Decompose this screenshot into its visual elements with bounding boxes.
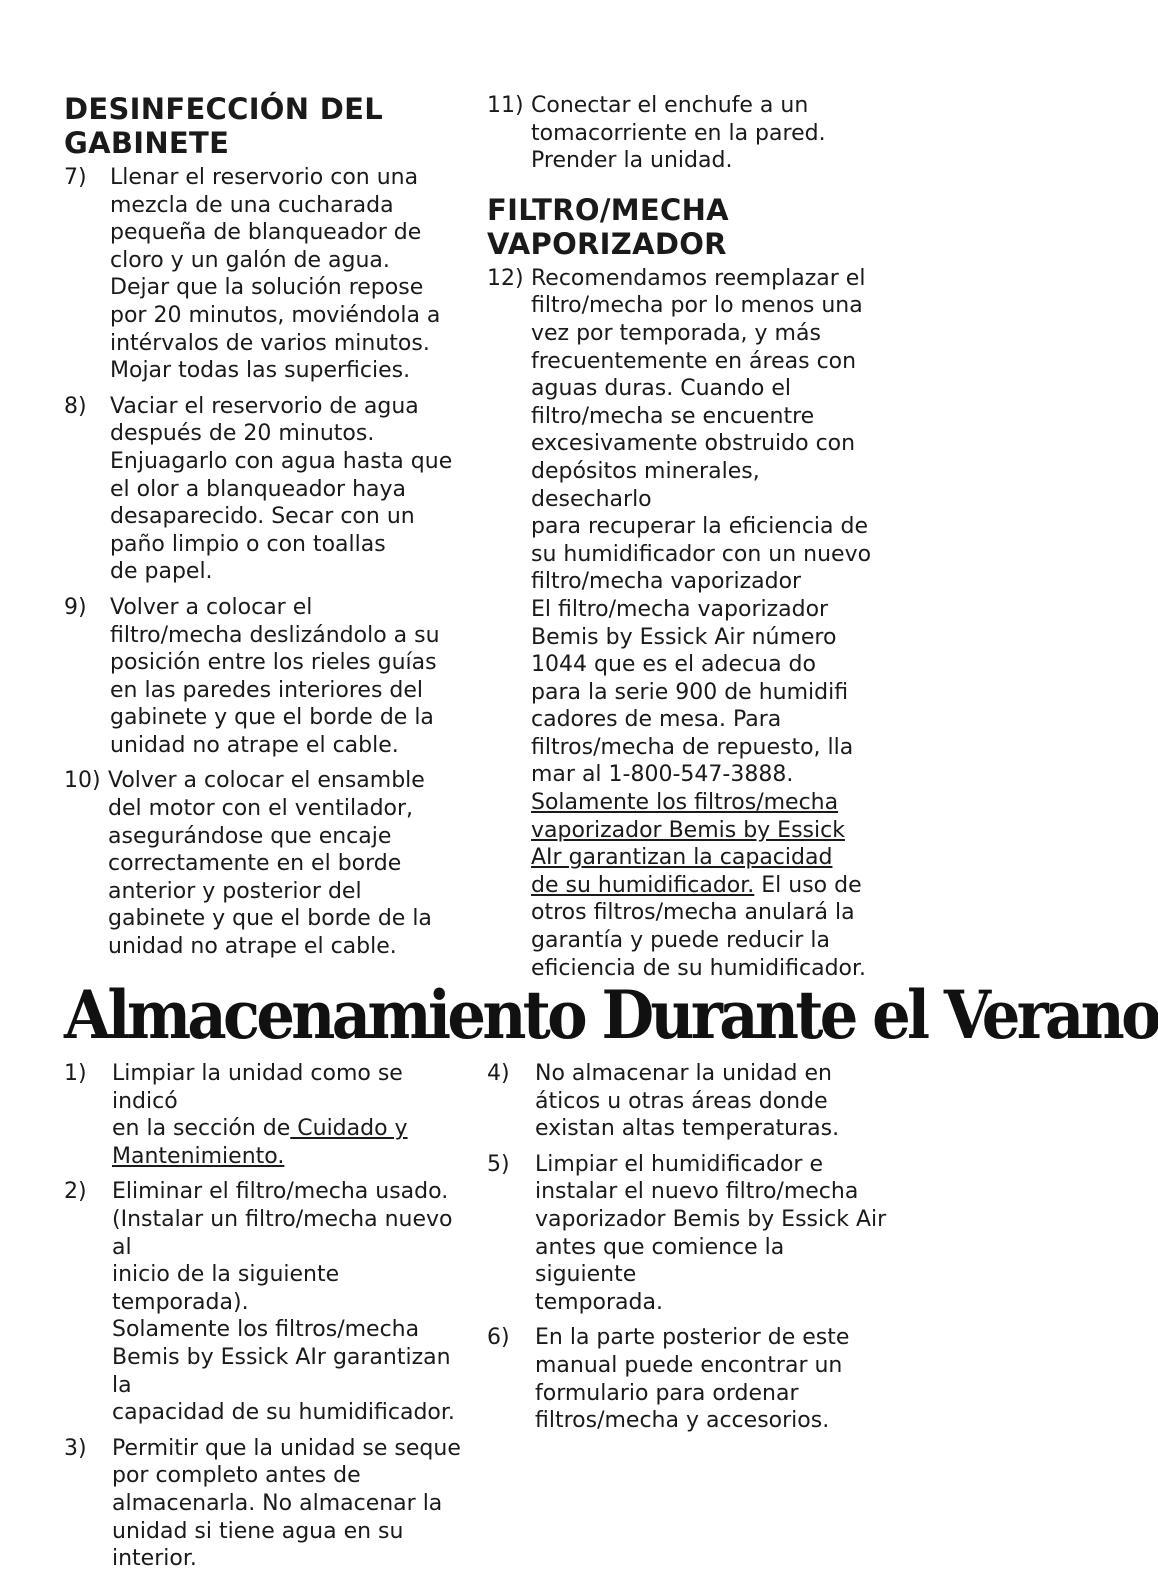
page-title: Almacenamiento Durante el Verano: [64, 976, 1158, 1054]
underlined-warranty-text: Solamente los filtros/mecha vaporizador Bemis by Essick AIr garantizan la capacidad de su humidificador.: [531, 790, 845, 898]
list-item: [64, 393, 459, 586]
item-text: Permitir que la unidad se seque por completo antes de almacenarla. No almacenar la unidad si tiene agua en su interior.: [112, 1435, 461, 1572]
list-item: [487, 265, 887, 982]
item-text-part: Recomendamos reemplazar el filtro/mecha por lo menos una vez por temporada, y más frecuentemente en áreas con aguas duras. Cuando el filtro/mecha se encuentre excesivamente obstruido con depósitos minerales, desecharlo para recuperar la eficiencia de su humidificador con un nuevo filtro/mecha vaporizador El filtro/mecha vaporizador Bemis by Essick Air número 1044 que es el adecua do para la serie 900 de humidifi cadores de mesa. Para filtros/mecha de repuesto, lla mar al 1-800-547-3888.: [531, 265, 872, 788]
item-text: Limpiar el humidificador e instalar el nuevo filtro/mecha vaporizador Bemis by Essick Air antes que comience la siguiente temporada.: [535, 1151, 887, 1315]
item-number: 2): [64, 1179, 87, 1205]
storage-list-right: [487, 1060, 887, 1443]
item-number: 3): [64, 1435, 87, 1461]
storage-list-left: [64, 1060, 464, 1581]
item-text: Volver a colocar el filtro/mecha deslizándolo a su posición entre los rieles guías en las paredes interiores del gabinete y que el borde de la unidad no atrape el cable.: [110, 594, 440, 758]
list-item: [64, 594, 459, 760]
list-item: [64, 164, 459, 385]
list-item: [64, 1060, 464, 1170]
item-number: 12): [487, 265, 524, 291]
section-heading: DESINFECCIÓN DEL GABINETE: [64, 92, 383, 160]
item-number: 1): [64, 1061, 87, 1086]
item-text: En la parte posterior de este manual puede encontrar un formulario para ordenar filtros/mecha y accesorios.: [535, 1325, 850, 1434]
item-text-part: El uso de otros filtros/mecha anulará la garantía y puede reducir la eficiencia de su humidificador.: [531, 872, 867, 981]
list-item: [64, 1435, 464, 1573]
item-text: Vaciar el reservorio de agua después de 20 minutos. Enjuagarlo con agua hasta que el olor a blanqueador haya desaparecido. Secar con un paño limpio o con toallas de papel.: [110, 393, 453, 585]
item-number: 10): [64, 768, 101, 794]
section-heading: FILTRO/MECHA VAPORIZADOR: [487, 192, 729, 261]
item-text: Eliminar el filtro/mecha usado. (Instalar un filtro/mecha nuevo al inicio de la siguiente temporada). Solamente los filtros/mecha Bemis by Essick AIr garantizan la capacidad de su humidificador.: [112, 1179, 455, 1426]
item-text: No almacenar la unidad en áticos u otras áreas donde existan altas temperaturas.: [535, 1061, 840, 1142]
item-number: 5): [487, 1151, 510, 1177]
item-number: 7): [64, 165, 87, 190]
wick-filter-section: [487, 92, 887, 990]
list-item: [64, 1178, 464, 1426]
cabinet-disinfection-section: [64, 92, 459, 969]
list-item: [64, 767, 459, 960]
list-item: [487, 1060, 887, 1143]
item-text: Conectar el enchufe a un tomacorriente en la pared. Prender la unidad.: [531, 93, 826, 174]
list-item: [487, 1151, 887, 1317]
item-number: 8): [64, 393, 87, 419]
item-text: [112, 1060, 464, 1170]
item-text-part: Limpiar la unidad como se indicó en la sección de: [112, 1061, 403, 1142]
item-text: Llenar el reservorio con una mezcla de una cucharada pequeña de blanqueador de cloro y un galón de agua. Dejar que la solución repose por 20 minutos, moviéndola a intérvalos de varios minutos. Mojar todas las superficies.: [110, 165, 441, 384]
list-item: [487, 1324, 887, 1434]
item-number: 11): [487, 93, 524, 118]
item-text: Volver a colocar el ensamble del motor con el ventilador, asegurándose que encaje correctamente en el borde anterior y posterior del gabinete y que el borde de la unidad no atrape el cable.: [108, 768, 432, 960]
list-item: [487, 92, 887, 175]
item-number: 4): [487, 1061, 510, 1086]
item-number: 6): [487, 1325, 510, 1351]
item-number: 9): [64, 594, 87, 620]
care-maintenance-link: Cuidado y Mantenimiento.: [112, 1116, 408, 1169]
item-text: [531, 265, 887, 982]
